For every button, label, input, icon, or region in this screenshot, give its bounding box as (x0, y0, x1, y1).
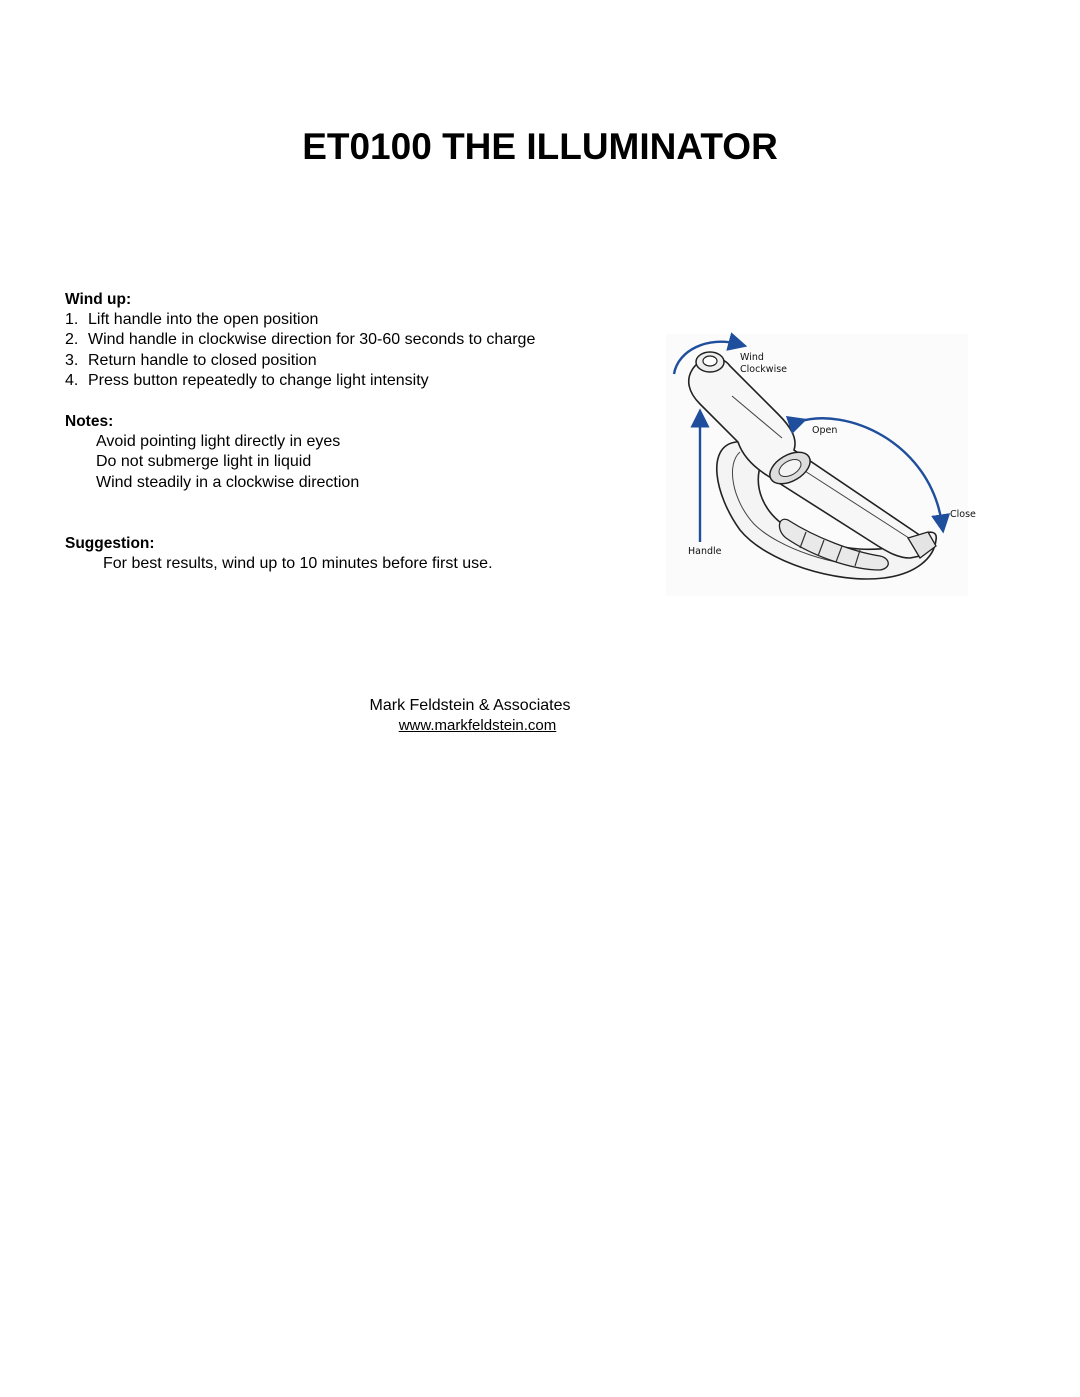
note-item: Avoid pointing light directly in eyes (96, 433, 341, 450)
step-number: 4. (65, 371, 79, 389)
open-label: Open (812, 425, 838, 436)
website-link[interactable]: www.markfeldstein.com (398, 717, 557, 734)
step-number: 2. (65, 331, 79, 349)
suggestion-heading: Suggestion: (65, 535, 155, 552)
list-item (65, 371, 535, 391)
wind-up-heading: Wind up: (65, 291, 132, 308)
step-text: Lift handle into the open position (88, 311, 319, 328)
step-number: 3. (65, 351, 79, 369)
step-number: 1. (65, 311, 79, 328)
list-item (65, 351, 535, 371)
close-label: Close (950, 509, 976, 520)
step-text: Press button repeatedly to change light intensity (88, 371, 429, 389)
step-text: Wind handle in clockwise direction for 30-60 seconds to charge (88, 331, 536, 349)
crank-knob-center (703, 356, 717, 366)
crank-handle-diagram (666, 334, 976, 596)
handle-label: Handle (688, 546, 722, 557)
company-name: Mark Feldstein & Associates (369, 697, 571, 714)
wind-up-steps (65, 310, 535, 391)
suggestion-text: For best results, wind up to 10 minutes before first use. (103, 555, 493, 572)
crank-handle-illustration (666, 334, 976, 596)
clockwise-label: Clockwise (740, 364, 788, 375)
notes-list (96, 432, 359, 493)
note-item: Wind steadily in a clockwise direction (96, 473, 360, 491)
step-text: Return handle to closed position (88, 351, 317, 369)
page-title: ET0100 THE ILLUMINATOR (302, 126, 778, 167)
list-item (65, 330, 535, 350)
wind-label: Wind (740, 352, 764, 363)
notes-heading: Notes: (65, 413, 114, 430)
list-item (65, 310, 535, 330)
note-item: Do not submerge light in liquid (96, 453, 312, 471)
